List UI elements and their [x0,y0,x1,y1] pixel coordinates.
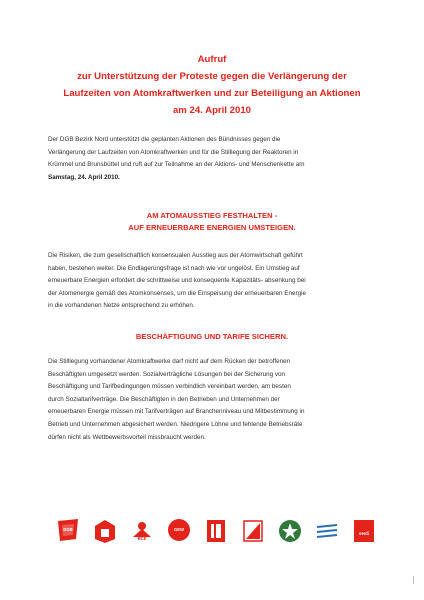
paragraph-line: der Atomenergie gemäß des Atomkonsenses, um die Einspeisung der erneuerbaren Energie [48,289,306,297]
heading-line: AUF ERNEUERBARE ENERGIEN UMSTEIGEN. [128,223,296,232]
title-line: Laufzeiten von Atomkraftwerken und zur Beteiligung an Aktionen [63,88,361,99]
union-logos [48,517,388,547]
transnet-logo-icon [315,517,339,545]
ngg-logo-icon [241,517,265,545]
title-line: zur Unterstützung der Proteste gegen die Verlängerung der [77,71,347,82]
paragraph-line: in die vorhandenen Netze entsprechend zu erhöhen. [48,302,195,310]
paragraph-line: Die Stilllegung vorhandener Atomkraftwerke darf nicht auf dem Rücken der betroffenen [48,358,291,365]
paragraph-line: Beschäftigten umgesetzt werden. Sozialverträgliche Lösungen bei der Sicherung von [48,370,285,378]
paragraph-line: Der DGB Bezirk Nord unterstützt die geplanten Aktionen des Bündnisses gegen die [48,136,281,143]
igbce-logo-icon [130,517,154,545]
paragraph-line: erneuerbaren Energie müssen mit Tarifverträgen auf Branchenniveau und Mitbestimmung in [48,408,305,416]
title-line: Aufruf [197,54,227,65]
logo-label: DGB [63,527,73,532]
heading-line: BESCHÄFTIGUNG UND TARIFE SICHERN. [135,332,289,341]
paragraph-line: Krümmel und Brunsbüttel und ruft auf zur Teilnahme an der Aktions- und Menschenkette am [48,161,305,169]
paragraph-line: haben, bestehen weiter. Die Endlagerungsfrage ist nach wie vor ungelöst. Ein Umstieg auf [48,264,300,272]
section-paragraph-atomausstieg [48,250,378,313]
section-paragraph-beschaeftigung [48,356,378,444]
bau-logo-icon [93,517,117,545]
dgb-logo-icon [56,517,80,545]
verdi-logo-icon [352,517,376,545]
paragraph-line: Die Risiken, die zum gesellschaftlich konsensualen Ausstieg aus der Atomwirtschaft geführt [48,252,303,259]
event-date: Samstag, 24. April 2010. [48,173,120,181]
intro-paragraph [48,134,378,184]
section-heading-beschaeftigung [40,331,384,343]
logo-label: BCE [137,536,147,541]
gdp-logo-icon [278,517,302,545]
document-title [40,51,384,119]
title-line: am 24. April 2010 [172,105,252,116]
paragraph-line: Betrieb und Unternehmen abgesichert werden. Niedrigere Löhne und fehlende Betriebsräte [48,420,303,428]
paragraph-line: Beschäftigung und Tarifbedingungen müssen verbindlich vereinbart werden, am besten [48,383,291,391]
logo-label: GEW [173,527,184,532]
paragraph-line: erneuerbare Energien erfordert die schrittweise und konsequente Kapazitäts- absenkung bei [48,277,306,285]
paragraph-line: durch Sozialtarifverträge. Die Beschäftigten in den Betrieben und Unternehmen der [48,395,280,403]
igm-logo-icon [204,517,228,545]
section-heading-atomausstieg [40,210,384,234]
paragraph-line: dürfen nicht als Wettbewerbsvorteil missbraucht werden. [48,433,206,441]
page-edge-mark [413,576,414,584]
paragraph-line: Verlängerung der Laufzeiten von Atomkraftwerken und für die Stilllegung der Reaktoren in [48,148,299,156]
heading-line: AM ATOMAUSSTIEG FESTHALTEN - [146,211,278,220]
logo-label: verdi [358,531,369,536]
gew-logo-icon [167,517,191,545]
